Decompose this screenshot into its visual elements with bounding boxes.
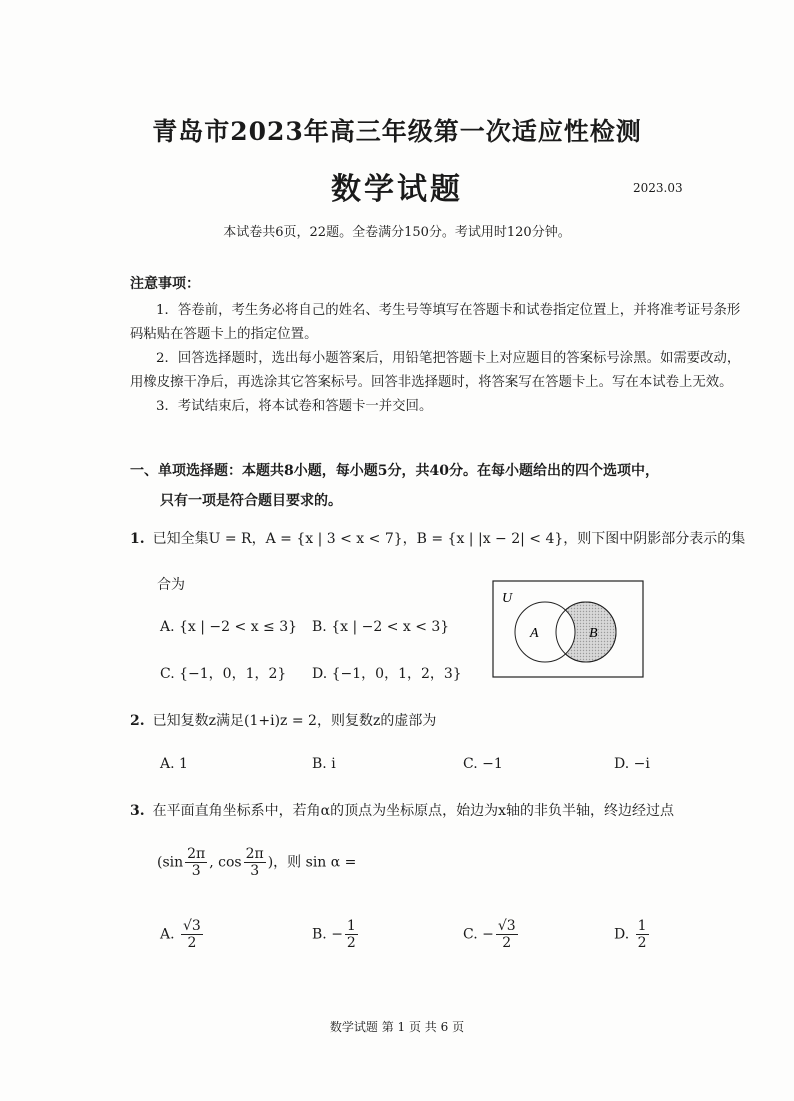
- option-d-fraction: [636, 918, 649, 951]
- question-2-option-b: B. i: [312, 756, 336, 772]
- question-2-text: 已知复数z满足(1+i)z = 2，则复数z的虚部为: [152, 713, 437, 729]
- exam-date: 2023.03: [633, 181, 683, 195]
- option-a-fraction: [181, 918, 203, 951]
- section-line-1: 一、单项选择题：本题共8小题，每小题5分，共40分。在每小题给出的四个选项中，: [130, 463, 659, 479]
- question-2-option-d: D. −i: [614, 756, 650, 772]
- fraction-numerator: 2π: [187, 846, 206, 862]
- fraction-denominator: 2: [187, 935, 197, 952]
- section-line-2: 只有一项是符合题目要求的。: [160, 493, 342, 509]
- venn-label-a: A: [530, 626, 539, 641]
- question-1-stem: [130, 528, 750, 548]
- question-3-option-a: [160, 918, 205, 951]
- question-3-point: [157, 846, 356, 879]
- point-sin-text: (sin: [157, 854, 184, 871]
- question-3-option-d: [614, 918, 651, 951]
- option-b-label: B. −: [312, 926, 343, 943]
- question-1-option-d: D. {−1，0，1，2，3}: [312, 666, 462, 682]
- question-1-text: 已知全集U = R，A = {x | 3 < x < 7}，B = {x | |x − 2| < 4}，则下图中阴影部分表示的集: [152, 531, 746, 547]
- fraction-numerator: 1: [346, 918, 356, 934]
- exam-title: 青岛市2023年高三年级第一次适应性检测: [152, 117, 642, 146]
- venn-diagram: [492, 580, 644, 678]
- question-1-option-b: B. {x | −2 < x < 3}: [312, 619, 450, 635]
- notice-item-1: 1．答卷前，考生务必将自己的姓名、考生号等填写在答题卡和试卷指定位置上，并将准考证号条形码粘贴在答题卡上的指定位置。: [130, 303, 741, 342]
- venn-set-a-circle: [515, 602, 575, 662]
- exam-info: 本试卷共6页，22题。全卷满分150分。考试用时120分钟。: [223, 225, 571, 240]
- question-1-option-c: C. {−1，0，1，2}: [160, 666, 287, 682]
- option-c-label: C. −: [463, 926, 494, 943]
- question-2-number: 2.: [130, 713, 145, 729]
- fraction-denominator: 3: [250, 863, 260, 880]
- question-2-option-c: C. −1: [463, 756, 503, 772]
- question-3-number: 3.: [130, 803, 145, 819]
- notice-list: [130, 299, 750, 419]
- fraction-numerator: √3: [497, 918, 516, 934]
- fraction-numerator: √3: [183, 918, 201, 934]
- question-1-option-a: A. {x | −2 < x ≤ 3}: [160, 619, 298, 635]
- question-1-stem-cont: 合为: [157, 577, 185, 593]
- point-cos-text: , cos: [209, 854, 242, 871]
- fraction-2pi-3-a: [185, 846, 207, 879]
- fraction-numerator: 2π: [245, 846, 264, 862]
- fraction-denominator: 3: [191, 863, 201, 880]
- notice-item-2: 2．回答选择题时，选出每小题答案后，用铅笔把答题卡上对应题目的答案标号涂黑。如需要改动，用橡皮擦干净后，再选涂其它答案标号。回答非选择题时，将答案写在答题卡上。写在本试卷上无效。: [130, 351, 741, 390]
- venn-label-b: B: [589, 626, 598, 641]
- notice-heading: 注意事项：: [130, 276, 200, 292]
- fraction-denominator: 2: [637, 935, 647, 952]
- fraction-denominator: 2: [346, 935, 356, 952]
- question-3-option-b: [312, 918, 360, 951]
- option-a-label: A.: [160, 926, 175, 943]
- exam-subtitle: 数学试题: [331, 172, 463, 207]
- option-d-label: D.: [614, 926, 630, 943]
- question-3-stem: [130, 800, 750, 820]
- question-2-option-a: A. 1: [160, 756, 188, 772]
- notice-item-3: 3．考试结束后，将本试卷和答题卡一并交回。: [156, 399, 433, 414]
- point-close-text: )，则 sin α =: [267, 854, 357, 871]
- section-heading: [130, 456, 750, 516]
- option-c-fraction: [496, 918, 518, 951]
- fraction-denominator: 2: [502, 935, 512, 952]
- venn-label-u: U: [502, 591, 513, 606]
- page-footer: 数学试题 第 1 页 共 6 页: [329, 1020, 465, 1034]
- fraction-2pi-3-b: [244, 846, 266, 879]
- fraction-numerator: 1: [637, 918, 647, 934]
- question-3-text: 在平面直角坐标系中，若角α的顶点为坐标原点，始边为x轴的非负半轴，终边经过点: [152, 803, 674, 819]
- question-1-number: 1.: [130, 531, 145, 547]
- question-2-stem: [130, 710, 750, 730]
- question-3-option-c: [463, 918, 520, 951]
- option-b-fraction: [345, 918, 358, 951]
